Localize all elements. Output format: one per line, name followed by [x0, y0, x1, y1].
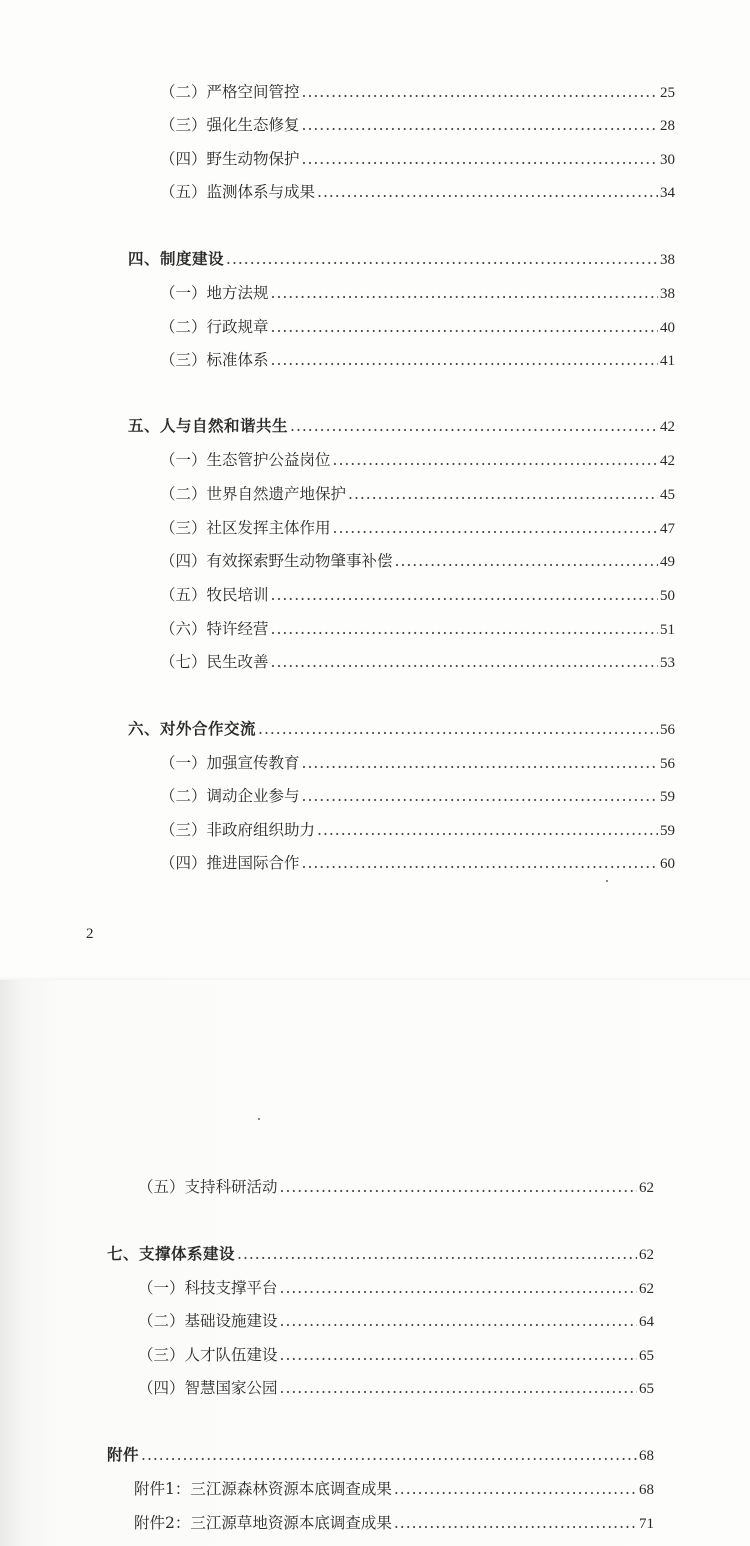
toc-entry[interactable]	[138, 1177, 654, 1198]
dot-leader	[237, 1244, 637, 1264]
toc-entry[interactable]	[160, 551, 675, 572]
toc-entry-title: （二）行政规章	[160, 318, 269, 336]
toc-entry-page: 59	[660, 789, 675, 805]
dot-leader	[394, 1479, 637, 1499]
toc-entry[interactable]	[160, 619, 675, 640]
toc-entry-page: 62	[639, 1281, 654, 1297]
toc-entry[interactable]	[160, 350, 675, 371]
toc-entry[interactable]	[160, 283, 675, 304]
toc-entry-page: 65	[639, 1381, 654, 1397]
toc-entry-title: 附件1：三江源森林资源本底调查成果	[134, 1480, 392, 1498]
toc-section[interactable]	[107, 1445, 654, 1466]
toc-section[interactable]	[128, 416, 675, 437]
toc-entry-title: （五）牧民培训	[160, 586, 269, 604]
toc-entry[interactable]	[138, 1378, 654, 1399]
dot-leader	[302, 82, 658, 102]
toc-entry[interactable]	[160, 450, 675, 471]
dot-leader	[258, 719, 658, 739]
toc-entry-title: （六）特许经营	[160, 620, 269, 638]
toc-entry-title: （三）人才队伍建设	[138, 1346, 278, 1364]
toc-section-title: 七、支撑体系建设	[107, 1244, 236, 1263]
toc-section[interactable]	[128, 719, 675, 740]
toc-entry[interactable]	[160, 115, 675, 136]
toc-entry-title: （一）生态管护公益岗位	[160, 451, 331, 469]
toc-entry[interactable]	[134, 1513, 654, 1534]
toc-entry-title: （二）基础设施建设	[138, 1312, 278, 1330]
toc-entry[interactable]	[160, 317, 675, 338]
toc-entry-page: 49	[660, 554, 675, 570]
dot-leader	[395, 551, 658, 571]
toc-entry-page: 71	[639, 1516, 654, 1532]
toc-entry-page: 64	[639, 1314, 654, 1330]
toc-entry-title: （三）非政府组织助力	[160, 821, 316, 839]
toc-entry-page: 28	[660, 118, 675, 134]
toc-entry[interactable]	[138, 1278, 654, 1299]
toc-entry-title: （四）推进国际合作	[160, 854, 300, 872]
toc-section-page: 56	[660, 722, 675, 738]
dot-leader	[302, 753, 658, 773]
toc-entry[interactable]	[160, 652, 675, 673]
toc-entry-title: （一）科技支撑平台	[138, 1279, 278, 1297]
toc-entry-page: 62	[639, 1180, 654, 1196]
toc-entry-page: 42	[660, 453, 675, 469]
toc-entry-page: 59	[660, 823, 675, 839]
toc-entry-title: （二）调动企业参与	[160, 787, 300, 805]
toc-entry-title: （三）强化生态修复	[160, 116, 300, 134]
dot-leader	[271, 283, 658, 303]
toc-entry[interactable]	[138, 1311, 654, 1332]
toc-entry-title: （五）监测体系与成果	[160, 183, 316, 201]
toc-entry-title: （四）野生动物保护	[160, 150, 300, 168]
paper-speck	[258, 1118, 260, 1120]
toc-section-page: 62	[639, 1247, 654, 1263]
toc-entry-title: （四）智慧国家公园	[138, 1379, 278, 1397]
toc-entry-title: （二）严格空间管控	[160, 83, 300, 101]
toc-entry[interactable]	[160, 484, 675, 505]
dot-leader	[302, 786, 658, 806]
toc-entry-title: （三）标准体系	[160, 351, 269, 369]
toc-section-page: 42	[660, 419, 675, 435]
toc-section[interactable]	[107, 1244, 654, 1265]
toc-entry-page: 65	[639, 1348, 654, 1364]
toc-entry-page: 51	[660, 622, 675, 638]
toc-section-title: 五、人与自然和谐共生	[128, 416, 289, 435]
toc-entry[interactable]	[160, 786, 675, 807]
toc-entry[interactable]	[160, 149, 675, 170]
dot-leader	[280, 1311, 637, 1331]
dot-leader	[280, 1278, 637, 1298]
toc-entry-page: 53	[660, 655, 675, 671]
toc-section-title: 四、制度建设	[128, 249, 225, 268]
dot-leader	[271, 619, 658, 639]
dot-leader	[271, 350, 658, 370]
toc-entry[interactable]	[160, 82, 675, 103]
toc-section-page: 68	[639, 1448, 654, 1464]
toc-entry-page: 50	[660, 588, 675, 604]
dot-leader	[302, 853, 658, 873]
paper-speck	[606, 880, 608, 882]
page-number: 2	[86, 926, 94, 942]
toc-entry[interactable]	[160, 820, 675, 841]
toc-entry[interactable]	[160, 518, 675, 539]
toc-entry-page: 30	[660, 152, 675, 168]
dot-leader	[302, 115, 658, 135]
dot-leader	[141, 1445, 637, 1465]
dot-leader	[348, 484, 658, 504]
toc-entry-title: （二）世界自然遗产地保护	[160, 485, 347, 503]
dot-leader	[280, 1345, 637, 1365]
dot-leader	[333, 518, 658, 538]
dot-leader	[271, 585, 658, 605]
toc-entry-page: 34	[660, 185, 675, 201]
dot-leader	[271, 652, 658, 672]
toc-entry-page: 38	[660, 286, 675, 302]
dot-leader	[290, 416, 658, 436]
toc-entry[interactable]	[160, 585, 675, 606]
dot-leader	[302, 149, 658, 169]
toc-section-title: 六、对外合作交流	[128, 719, 257, 738]
toc-entry-title: 附件2：三江源草地资源本底调查成果	[134, 1514, 392, 1532]
dot-leader	[271, 317, 658, 337]
toc-entry-page: 25	[660, 85, 675, 101]
toc-section-page: 38	[660, 252, 675, 268]
toc-entry-page: 56	[660, 756, 675, 772]
toc-entry-title: （一）加强宣传教育	[160, 754, 300, 772]
toc-entry-page: 45	[660, 487, 675, 503]
toc-entry[interactable]	[160, 753, 675, 774]
toc-section[interactable]	[128, 249, 675, 270]
dot-leader	[394, 1513, 637, 1533]
toc-entry-page: 60	[660, 856, 675, 872]
toc-entry-title: （一）地方法规	[160, 284, 269, 302]
dot-leader	[280, 1378, 637, 1398]
toc-section-title: 附件	[107, 1445, 140, 1464]
toc-entry-page: 68	[639, 1482, 654, 1498]
toc-entry-page: 40	[660, 320, 675, 336]
toc-entry[interactable]	[160, 182, 675, 203]
toc-entry-title: （四）有效探索野生动物肇事补偿	[160, 552, 393, 570]
toc-entry[interactable]	[138, 1345, 654, 1366]
toc-entry-page: 41	[660, 353, 675, 369]
toc-entry[interactable]	[160, 853, 675, 874]
toc-entry-title: （五）支持科研活动	[138, 1178, 278, 1196]
dot-leader	[317, 182, 658, 202]
toc-entry-title: （七）民生改善	[160, 653, 269, 671]
toc-entry[interactable]	[134, 1479, 654, 1500]
toc-entry-page: 47	[660, 521, 675, 537]
dot-leader	[226, 249, 658, 269]
dot-leader	[333, 450, 658, 470]
dot-leader	[280, 1177, 637, 1197]
toc-entry-title: （三）社区发挥主体作用	[160, 519, 331, 537]
dot-leader	[317, 820, 658, 840]
